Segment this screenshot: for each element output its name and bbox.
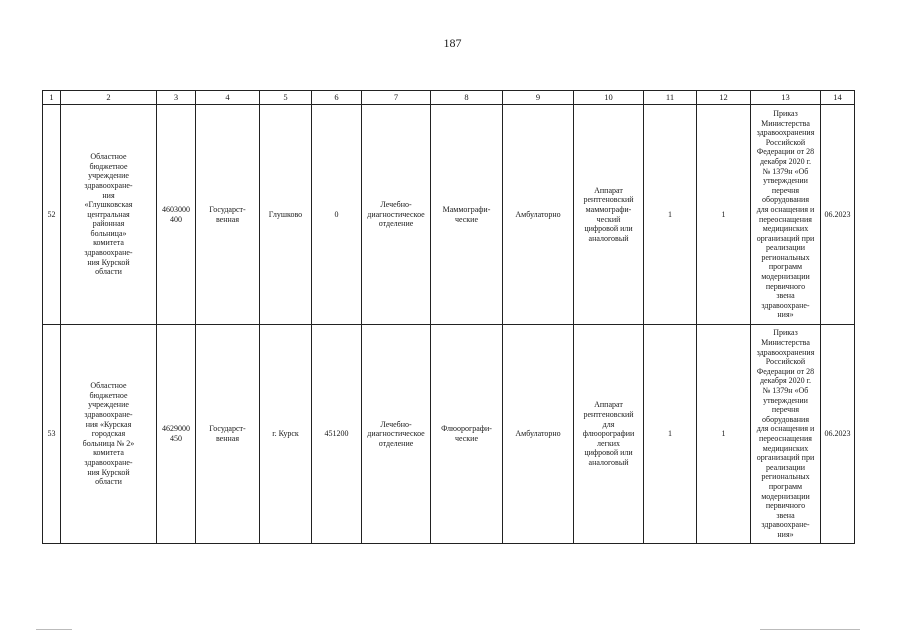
date-cell: 06.2023 [821, 325, 855, 544]
column-header: 1 [43, 91, 61, 105]
equipment-type-cell: Маммографи- ческие [431, 105, 503, 325]
quantity-cell: 1 [697, 325, 751, 544]
column-header: 12 [697, 91, 751, 105]
column-header: 8 [431, 91, 503, 105]
locality-cell: Глушково [260, 105, 312, 325]
oktmo-cell: 4629000 450 [157, 325, 196, 544]
equipment-type-cell: Флюорографи- ческие [431, 325, 503, 544]
column-header: 5 [260, 91, 312, 105]
ownership-cell: Государст- венная [196, 325, 260, 544]
equipment-name-cell: Аппарат рентгеновский для флюорографии легких цифровой или аналоговый [574, 325, 644, 544]
column-header: 14 [821, 91, 855, 105]
quantity-cell: 1 [697, 105, 751, 325]
footer-scan-line [36, 629, 72, 630]
regulation-cell: Приказ Министерства здравоохранения Российской Федерации от 28 декабря 2020 г. № 1379н «Об утверждении перечня оборудования для оснащения и переоснащения медицинских организаций при реализации региональных программ модернизации первичного звена здравоохране- ния» [751, 325, 821, 544]
code-cell: 451200 [312, 325, 362, 544]
department-cell: Лечебно- диагностическое отделение [362, 325, 431, 544]
quantity-cell: 1 [644, 105, 697, 325]
equipment-table [42, 90, 855, 544]
locality-cell: г. Курск [260, 325, 312, 544]
organization-cell: Областное бюджетное учреждение здравоохране- ния «Курская городская больница № 2» комитета здравоохране- ния Курской области [61, 325, 157, 544]
footer-scan-line [760, 629, 860, 630]
column-header: 2 [61, 91, 157, 105]
row-number-cell: 52 [43, 105, 61, 325]
department-cell: Лечебно- диагностическое отделение [362, 105, 431, 325]
quantity-cell: 1 [644, 325, 697, 544]
row-number-cell: 53 [43, 325, 61, 544]
header-row [43, 91, 855, 105]
column-header: 6 [312, 91, 362, 105]
column-header: 3 [157, 91, 196, 105]
column-header: 10 [574, 91, 644, 105]
date-cell: 06.2023 [821, 105, 855, 325]
column-header: 13 [751, 91, 821, 105]
oktmo-cell: 4603000 400 [157, 105, 196, 325]
equipment-name-cell: Аппарат рентгеновский маммографи- ческий цифровой или аналоговый [574, 105, 644, 325]
column-header: 11 [644, 91, 697, 105]
table-row [43, 325, 855, 544]
care-conditions-cell: Амбулаторно [503, 325, 574, 544]
table-row [43, 105, 855, 325]
column-header: 4 [196, 91, 260, 105]
page-number: 187 [443, 36, 462, 50]
organization-cell: Областное бюджетное учреждение здравоохране- ния «Глушковская центральная районная больница» комитета здравоохране- ния Курской области [61, 105, 157, 325]
column-header: 7 [362, 91, 431, 105]
regulation-cell: Приказ Министерства здравоохранения Российской Федерации от 28 декабря 2020 г. № 1379н «Об утверждении перечня оборудования для оснащения и переоснащения медицинских организаций при реализации региональных программ модернизации первичного звена здравоохране- ния» [751, 105, 821, 325]
care-conditions-cell: Амбулаторно [503, 105, 574, 325]
column-header: 9 [503, 91, 574, 105]
code-cell: 0 [312, 105, 362, 325]
ownership-cell: Государст- венная [196, 105, 260, 325]
